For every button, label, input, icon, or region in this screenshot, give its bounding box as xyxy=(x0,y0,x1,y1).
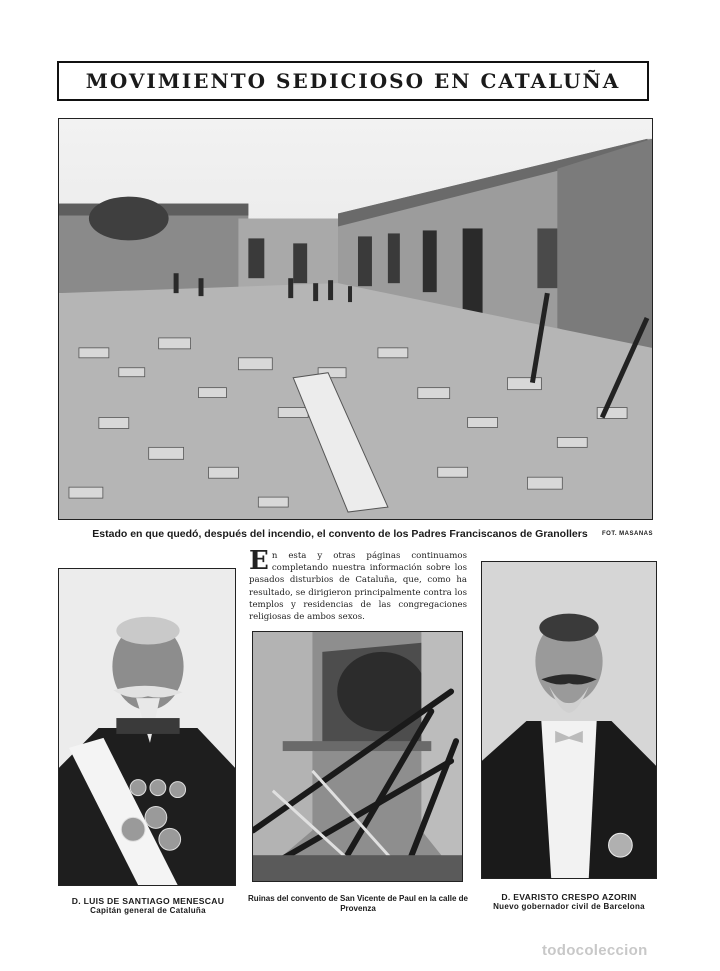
caption-ruins: Ruinas del convento de San Vicente de Paul en la calle de Provenza xyxy=(248,894,468,913)
article-dropcap: E xyxy=(249,546,269,576)
portrait-governor xyxy=(481,561,657,879)
main-photo-convent-ruins xyxy=(58,118,653,520)
governor-name: D. EVARISTO CRESPO AZORIN xyxy=(501,892,637,902)
portrait-general xyxy=(58,568,236,886)
governor-role: Nuevo gobernador civil de Barcelona xyxy=(493,902,645,911)
title-frame xyxy=(57,61,649,101)
photo-credit: FOT. MASANAS xyxy=(602,531,653,537)
article-body: n esta y otras páginas continuamos completando nuestra información sobre los pasados disturbios de Cataluña, que, como ha resultado, se dirigieron principalmente contra los templos y residencias de las congregaciones religiosas de ambos sexos. xyxy=(249,551,467,623)
caption-general xyxy=(58,896,238,916)
page-title: MOVIMIENTO SEDICIOSO EN CATALUÑA xyxy=(85,69,621,93)
ruins-photo-san-vicente xyxy=(252,631,463,882)
main-photo-caption: Estado en que quedó, después del incendio, el convento de los Padres Franciscanos de Granollers xyxy=(92,528,588,540)
article-text xyxy=(249,546,467,623)
watermark-logo: todocoleccion xyxy=(542,942,648,959)
general-name: D. LUIS DE SANTIAGO MENESCAU xyxy=(71,896,225,906)
caption-governor xyxy=(478,892,660,912)
general-role: Capitán general de Cataluña xyxy=(90,906,206,915)
